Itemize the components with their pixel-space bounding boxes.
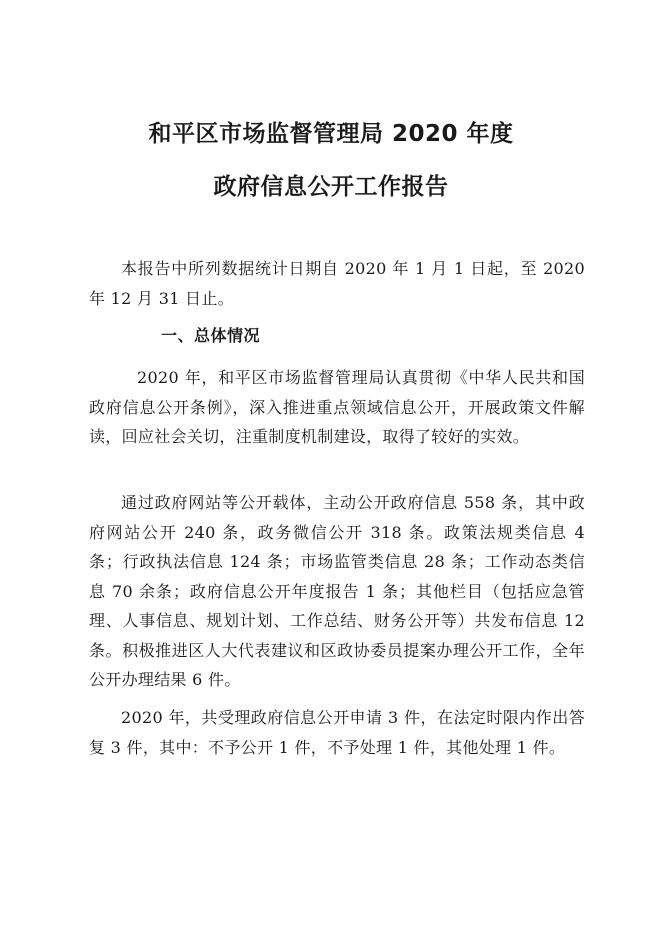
- intro-paragraph: 本报告中所列数据统计日期自 2020 年 1 月 1 日起，至 2020 年 12 月 31 日止。: [89, 259, 585, 308]
- document-title-line1: 和平区市场监督管理局 2020 年度: [148, 121, 514, 147]
- paragraph-active-disclosure: 通过政府网站等公开载体，主动公开政府信息 558 条，其中政府网站公开 240 条，政务微信公开 318 条。政策法规类信息 4 条；行政执法信息 124 条；市场监管类信息 28 条；工作动态类信息 70 余条；政府信息公开年度报告 1 条；其他栏目（包括应急管理、人事信息、规划计划、工作总结、财务公开等）共发布信息 12 条。积极推进区人大代表建议和区政协委员提案办理公开工作，全年公开办理结果 6 件。: [89, 493, 585, 689]
- document-title-line2: 政府信息公开工作报告: [213, 174, 449, 200]
- paragraph-applications: 2020 年，共受理政府信息公开申请 3 件，在法定时限内作出答复 3 件，其中：不予公开 1 件，不予处理 1 件，其他处理 1 件。: [89, 708, 585, 757]
- paragraph-overview: 2020 年，和平区市场监督管理局认真贯彻《中华人民共和国政府信息公开条例》，深入推进重点领域信息公开，开展政策文件解读，回应社会关切，注重制度机制建设，取得了较好的实效。: [89, 368, 585, 446]
- section-heading-overview: 一、总体情况: [161, 326, 261, 345]
